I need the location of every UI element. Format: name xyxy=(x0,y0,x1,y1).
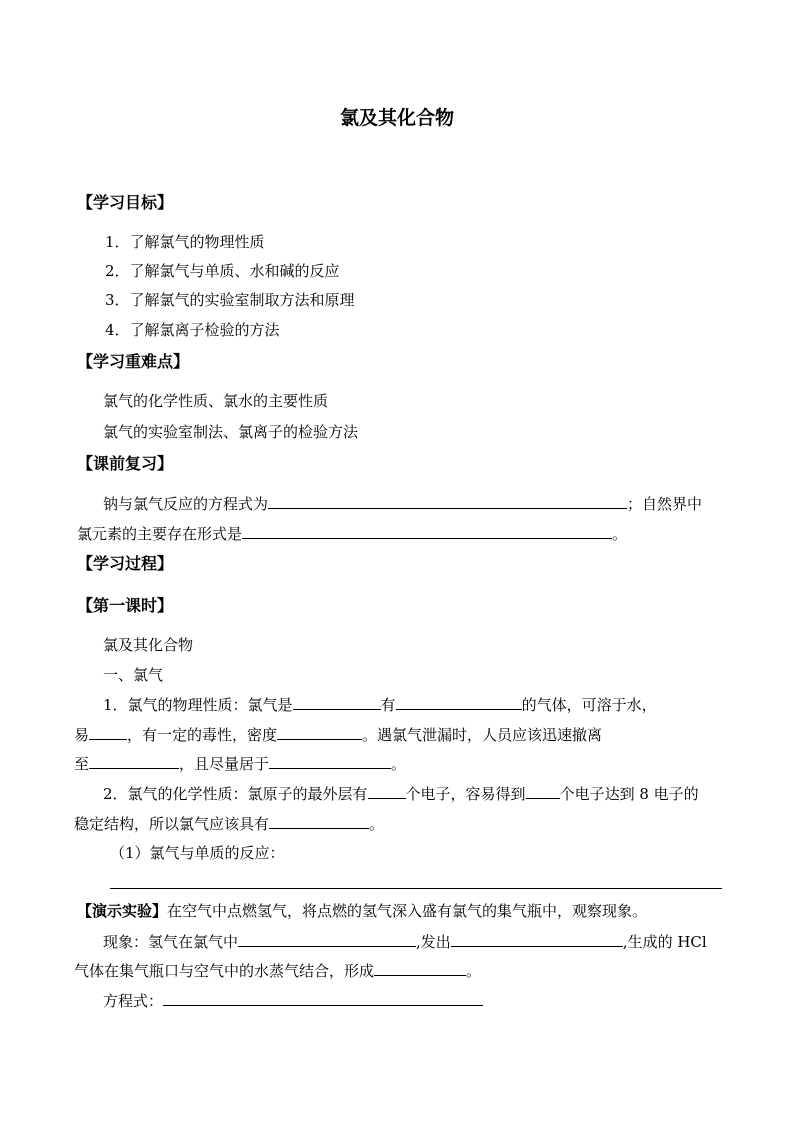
goal-item: 3．了解氯气的实验室制取方法和原理 xyxy=(105,291,355,309)
review-text: ；自然界中 xyxy=(627,495,703,513)
body-text: 气体在集气瓶口与空气中的水蒸气结合，形成 xyxy=(74,962,375,980)
answer-blank[interactable] xyxy=(163,990,483,1006)
demo-text: 在空气中点燃氢气，将点燃的氢气深入盛有氯气的集气瓶中，观察现象。 xyxy=(167,902,648,920)
answer-blank[interactable] xyxy=(89,724,127,740)
body-text: 个电子达到 8 电子的 xyxy=(559,785,699,803)
subsection-title: 一、氯气 xyxy=(103,666,164,684)
physical-line-2 xyxy=(74,724,602,745)
equation-line xyxy=(103,990,483,1011)
body-text: 的气体，可溶于水， xyxy=(521,696,657,714)
body-text: ，有一定的毒性，密度 xyxy=(127,726,278,744)
page-title: 氯及其化合物 xyxy=(339,107,454,129)
equation-label: 方程式： xyxy=(103,992,164,1010)
goals-heading: 【学习目标】 xyxy=(77,193,174,212)
body-text: ，且尽量居于 xyxy=(179,755,270,773)
goal-item: 4．了解氯离子检验的方法 xyxy=(105,321,280,339)
physical-line-1 xyxy=(103,694,657,715)
goal-item: 2．了解氯气与单质、水和碱的反应 xyxy=(105,262,340,280)
body-text: 至 xyxy=(74,755,90,773)
topic-text: 氯及其化合物 xyxy=(103,636,194,654)
key-point: 氯气的实验室制法、氯离子的检验方法 xyxy=(103,423,359,441)
body-text: 稳定结构，所以氯气应该具有 xyxy=(74,815,270,833)
chemical-line-1 xyxy=(103,783,699,804)
answer-blank[interactable] xyxy=(526,783,560,799)
observation-line-2 xyxy=(74,960,481,981)
physical-line-3 xyxy=(74,753,406,774)
answer-blank[interactable] xyxy=(293,694,381,710)
key-points-heading: 【学习重难点】 xyxy=(77,352,190,371)
key-point: 氯气的化学性质、氯水的主要性质 xyxy=(103,392,329,410)
review-text: 钠与氯气反应的方程式为 xyxy=(103,495,269,513)
body-text: 。 xyxy=(466,962,482,980)
body-text: 2．氯气的化学性质：氯原子的最外层有 xyxy=(103,785,368,803)
body-text: ,生成的 HCl xyxy=(622,933,707,951)
chemical-line-2 xyxy=(74,813,384,834)
body-text: 个电子，容易得到 xyxy=(405,785,526,803)
answer-blank[interactable] xyxy=(269,813,369,829)
lesson1-heading: 【第一课时】 xyxy=(77,596,174,615)
goal-item: 1．了解氯气的物理性质 xyxy=(105,233,265,251)
reaction-subtitle: （1）氯气与单质的反应： xyxy=(110,844,285,862)
review-text: 氯元素的主要存在形式是 xyxy=(77,525,243,543)
answer-blank[interactable] xyxy=(89,753,179,769)
answer-blank[interactable] xyxy=(451,931,623,947)
body-text: 。 xyxy=(369,815,385,833)
body-text: 。遇氯气泄漏时，人员应该迅速撤离 xyxy=(362,726,603,744)
answer-blank[interactable] xyxy=(268,493,627,509)
process-heading: 【学习过程】 xyxy=(77,554,174,573)
answer-blank[interactable] xyxy=(396,694,522,710)
answer-blank[interactable] xyxy=(242,523,612,539)
answer-line[interactable] xyxy=(110,888,722,889)
review-text: 。 xyxy=(612,525,628,543)
answer-blank[interactable] xyxy=(368,783,406,799)
demo-label: 【演示实验】 xyxy=(77,902,168,920)
answer-blank[interactable] xyxy=(269,753,391,769)
body-text: 现象：氢气在氯气中 xyxy=(103,933,239,951)
answer-blank[interactable] xyxy=(374,960,466,976)
answer-blank[interactable] xyxy=(238,931,416,947)
review-line-2 xyxy=(77,523,627,544)
demo-line xyxy=(77,901,647,921)
observation-line-1 xyxy=(103,931,707,952)
body-text: 易 xyxy=(74,726,90,744)
body-text: 1．氯气的物理性质：氯气是 xyxy=(103,696,293,714)
review-line-1 xyxy=(103,493,702,514)
answer-blank[interactable] xyxy=(277,724,362,740)
body-text: 有 xyxy=(380,696,396,714)
body-text: ,发出 xyxy=(416,933,451,951)
body-text: 。 xyxy=(391,755,407,773)
review-heading: 【课前复习】 xyxy=(77,454,174,473)
